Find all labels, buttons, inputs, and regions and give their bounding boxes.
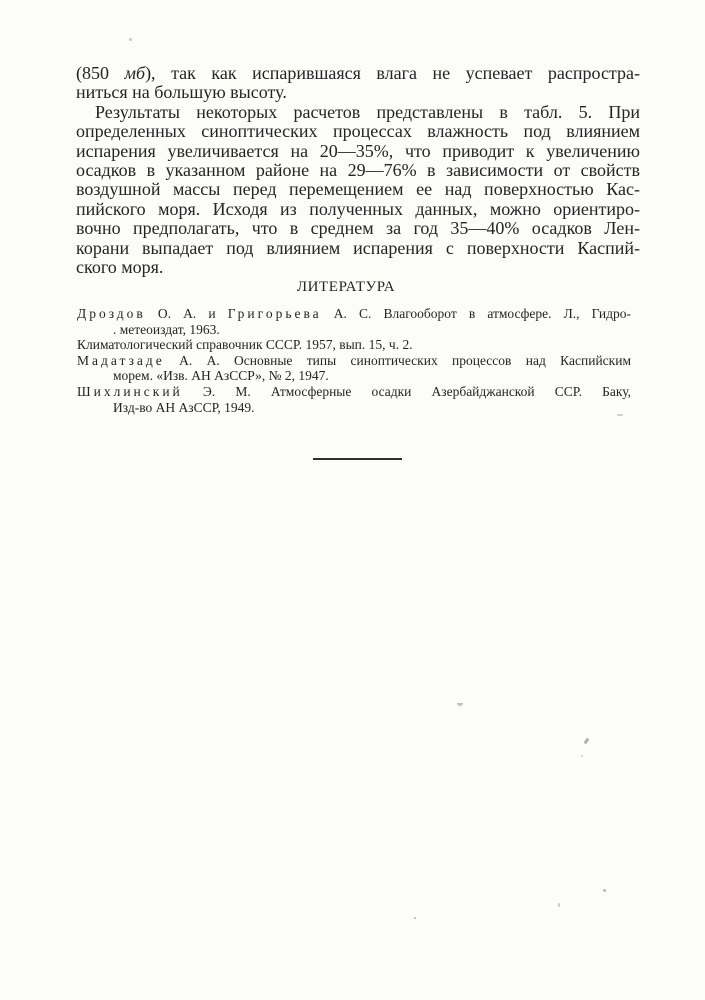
text-line [76, 219, 640, 238]
text-line [76, 239, 640, 258]
reference-entry [77, 337, 631, 353]
text-line [76, 103, 640, 122]
text-segment: корани выпадает под влиянием испарения с поверхности Каспий- [76, 237, 640, 258]
text-segment: определенных синоптических процессах влажность под влиянием [76, 121, 640, 142]
text-line [76, 64, 640, 83]
scan-speckle [414, 917, 416, 919]
literature-heading: ЛИТЕРАТУРА [296, 279, 396, 295]
text-segment: Результаты некоторых расчетов представлены в табл. 5. При [95, 101, 640, 122]
para-2 [76, 103, 640, 278]
text-line [76, 161, 640, 180]
scan-speckle [603, 889, 606, 892]
reference-entry [77, 353, 631, 384]
text-segment: О. А. и [145, 306, 228, 321]
scan-speckle [584, 738, 590, 745]
italic-segment: мб [124, 63, 146, 83]
scan-speckle [457, 703, 463, 706]
scan-speckle [617, 414, 623, 416]
body-text [76, 64, 640, 277]
text-segment: (850 [76, 63, 125, 83]
spaced-segment: Шихлинский [77, 383, 183, 399]
scan-speckle [558, 903, 560, 907]
scan-speckle [581, 755, 583, 757]
text-segment: испарения увеличивается на 20—35%, что приводит к увеличению [76, 140, 640, 161]
reference-line [77, 400, 631, 416]
text-segment: пийского моря. Исходя из полученных данных, можно ориентиро- [76, 198, 640, 219]
text-line [76, 258, 640, 277]
spaced-segment: Дроздов [77, 306, 146, 321]
text-segment: ), так как испарившаяся влага не успевает распростра- [145, 63, 641, 83]
reference-entry [77, 306, 631, 337]
text-line [76, 122, 640, 141]
reference-line [77, 353, 631, 369]
text-segment: А. А. Основные типы синоптических процессов над Каспийским [164, 352, 631, 368]
text-line [76, 83, 640, 102]
text-segment: осадков в указанном районе на 29—76% в зависимости от свойств [76, 159, 640, 180]
text-segment: воздушной массы перед перемещением ее над поверхностью Кас- [76, 179, 640, 200]
spaced-segment: Григорьева [227, 306, 322, 321]
text-segment: ского моря. [76, 256, 164, 277]
text-line [76, 142, 640, 161]
reference-line [77, 384, 631, 400]
text-segment: вочно предполагать, что в среднем за год 35—40% осадков Лен- [76, 218, 640, 239]
spaced-segment: Мадатзаде [77, 352, 165, 368]
text-line [76, 200, 640, 219]
scan-speckle [129, 38, 132, 41]
text-segment: . метеоиздат, 1963. [113, 321, 220, 337]
text-segment: А. С. Влагооборот в атмосфере. Л., Гидро- [321, 306, 631, 321]
text-segment: Изд-во АН АзССР, 1949. [113, 399, 255, 415]
section-end-divider [313, 458, 402, 460]
reference-entry [77, 384, 631, 415]
references-list [77, 306, 631, 415]
text-line [76, 180, 640, 199]
reference-line [77, 368, 631, 384]
text-segment: Э. М. Атмосферные осадки Азербайджанской ССР. Баку, [182, 383, 631, 399]
reference-line [77, 337, 631, 353]
reference-line [77, 322, 631, 338]
text-segment: ниться на большую высоту. [76, 82, 287, 103]
text-segment: Климатологический справочник СССР. 1957, вып. 15, ч. 2. [77, 337, 413, 353]
para-1 [76, 64, 640, 103]
text-segment: морем. «Изв. АН АзССР», № 2, 1947. [113, 368, 329, 384]
reference-line [77, 306, 631, 322]
